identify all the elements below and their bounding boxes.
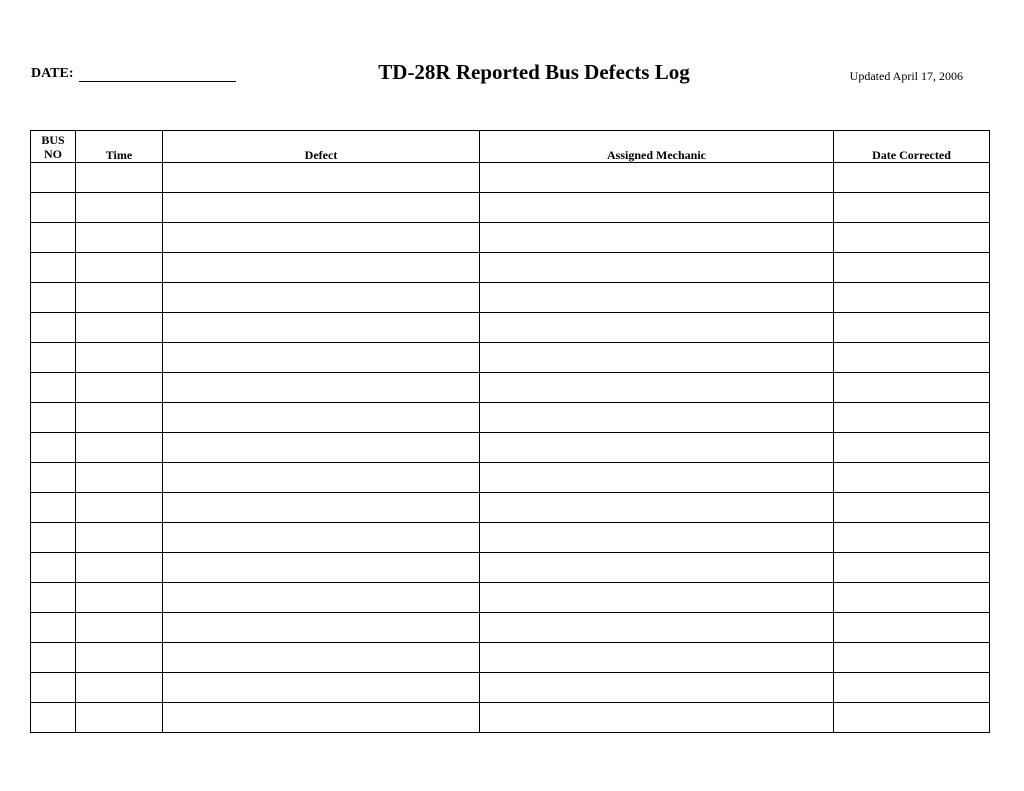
bus-no-cell[interactable]: [31, 493, 76, 523]
defect-cell[interactable]: [163, 433, 480, 463]
defect-cell[interactable]: [163, 163, 480, 193]
bus-no-cell[interactable]: [31, 703, 76, 733]
time-cell[interactable]: [76, 223, 163, 253]
bus-no-cell[interactable]: [31, 613, 76, 643]
table-row: [31, 163, 990, 193]
defects-log-table: [30, 130, 990, 733]
table-row: [31, 703, 990, 733]
table-row: [31, 523, 990, 553]
table-row: [31, 313, 990, 343]
assigned-mechanic-cell[interactable]: [480, 583, 834, 613]
table-row: [31, 343, 990, 373]
column-header-bus-no: [31, 131, 76, 163]
assigned-mechanic-cell[interactable]: [480, 433, 834, 463]
defect-cell[interactable]: [163, 283, 480, 313]
bus-no-cell[interactable]: [31, 433, 76, 463]
date-corrected-cell[interactable]: [834, 223, 990, 253]
bus-no-cell[interactable]: [31, 553, 76, 583]
date-corrected-cell[interactable]: [834, 283, 990, 313]
time-cell[interactable]: [76, 523, 163, 553]
defect-cell[interactable]: [163, 193, 480, 223]
date-corrected-cell[interactable]: [834, 373, 990, 403]
defect-cell[interactable]: [163, 523, 480, 553]
date-corrected-cell[interactable]: [834, 703, 990, 733]
column-header-bus-no-line2: NO: [44, 146, 62, 161]
defect-cell[interactable]: [163, 253, 480, 283]
assigned-mechanic-cell[interactable]: [480, 223, 834, 253]
table-row: [31, 283, 990, 313]
table-row: [31, 553, 990, 583]
assigned-mechanic-cell[interactable]: [480, 343, 834, 373]
table-row: [31, 403, 990, 433]
assigned-mechanic-cell[interactable]: [480, 673, 834, 703]
table-row: [31, 613, 990, 643]
table-row: [31, 493, 990, 523]
bus-no-cell[interactable]: [31, 163, 76, 193]
time-cell[interactable]: [76, 313, 163, 343]
table-row: [31, 673, 990, 703]
table-body: [31, 163, 990, 733]
defect-cell[interactable]: [163, 343, 480, 373]
date-corrected-cell[interactable]: [834, 433, 990, 463]
bus-no-cell[interactable]: [31, 313, 76, 343]
defect-cell[interactable]: [163, 583, 480, 613]
defect-cell[interactable]: [163, 403, 480, 433]
bus-no-cell[interactable]: [31, 373, 76, 403]
column-header-time: Time: [76, 131, 163, 163]
table-row: [31, 433, 990, 463]
time-cell[interactable]: [76, 403, 163, 433]
defect-cell[interactable]: [163, 613, 480, 643]
table-row: [31, 193, 990, 223]
date-corrected-cell[interactable]: [834, 523, 990, 553]
time-cell[interactable]: [76, 553, 163, 583]
time-cell[interactable]: [76, 613, 163, 643]
assigned-mechanic-cell[interactable]: [480, 163, 834, 193]
bus-no-cell[interactable]: [31, 523, 76, 553]
time-cell[interactable]: [76, 463, 163, 493]
table-row: [31, 223, 990, 253]
bus-no-cell[interactable]: [31, 253, 76, 283]
date-corrected-cell[interactable]: [834, 613, 990, 643]
date-corrected-cell[interactable]: [834, 673, 990, 703]
assigned-mechanic-cell[interactable]: [480, 283, 834, 313]
time-cell[interactable]: [76, 703, 163, 733]
time-cell[interactable]: [76, 433, 163, 463]
column-header-bus-no-line1: BUS: [41, 132, 65, 147]
table-row: [31, 463, 990, 493]
date-corrected-cell[interactable]: [834, 163, 990, 193]
date-corrected-cell[interactable]: [834, 253, 990, 283]
defect-cell[interactable]: [163, 373, 480, 403]
updated-note: Updated April 17, 2006: [849, 69, 963, 83]
time-cell[interactable]: [76, 373, 163, 403]
bus-no-cell[interactable]: [31, 283, 76, 313]
date-label: DATE:: [31, 66, 74, 81]
time-cell[interactable]: [76, 253, 163, 283]
bus-no-cell[interactable]: [31, 463, 76, 493]
date-corrected-cell[interactable]: [834, 493, 990, 523]
time-cell[interactable]: [76, 643, 163, 673]
defect-cell[interactable]: [163, 643, 480, 673]
time-cell[interactable]: [76, 343, 163, 373]
time-cell[interactable]: [76, 283, 163, 313]
time-cell[interactable]: [76, 193, 163, 223]
assigned-mechanic-cell[interactable]: [480, 523, 834, 553]
time-cell[interactable]: [76, 493, 163, 523]
table-row: [31, 373, 990, 403]
date-corrected-cell[interactable]: [834, 643, 990, 673]
assigned-mechanic-cell[interactable]: [480, 553, 834, 583]
bus-no-cell[interactable]: [31, 223, 76, 253]
table-row: [31, 583, 990, 613]
bus-no-cell[interactable]: [31, 583, 76, 613]
defect-cell[interactable]: [163, 493, 480, 523]
date-corrected-cell[interactable]: [834, 583, 990, 613]
column-header-assigned-mechanic: Assigned Mechanic: [480, 131, 834, 163]
defect-cell[interactable]: [163, 703, 480, 733]
date-corrected-cell[interactable]: [834, 313, 990, 343]
date-corrected-cell[interactable]: [834, 193, 990, 223]
bus-no-cell[interactable]: [31, 403, 76, 433]
page-title: TD-28R Reported Bus Defects Log: [378, 60, 690, 84]
defect-cell[interactable]: [163, 553, 480, 583]
time-cell[interactable]: [76, 163, 163, 193]
bus-no-cell[interactable]: [31, 193, 76, 223]
date-corrected-cell[interactable]: [834, 463, 990, 493]
assigned-mechanic-cell[interactable]: [480, 253, 834, 283]
defect-cell[interactable]: [163, 463, 480, 493]
assigned-mechanic-cell[interactable]: [480, 463, 834, 493]
defect-cell[interactable]: [163, 313, 480, 343]
table-row: [31, 253, 990, 283]
defect-cell[interactable]: [163, 223, 480, 253]
column-header-defect: Defect: [163, 131, 480, 163]
bus-no-cell[interactable]: [31, 343, 76, 373]
bus-no-cell[interactable]: [31, 643, 76, 673]
column-header-date-corrected: Date Corrected: [834, 131, 990, 163]
assigned-mechanic-cell[interactable]: [480, 313, 834, 343]
date-corrected-cell[interactable]: [834, 553, 990, 583]
date-corrected-cell[interactable]: [834, 403, 990, 433]
defect-cell[interactable]: [163, 673, 480, 703]
table-header-row: [31, 131, 990, 163]
date-corrected-cell[interactable]: [834, 343, 990, 373]
assigned-mechanic-cell[interactable]: [480, 613, 834, 643]
assigned-mechanic-cell[interactable]: [480, 403, 834, 433]
assigned-mechanic-cell[interactable]: [480, 373, 834, 403]
assigned-mechanic-cell[interactable]: [480, 703, 834, 733]
table-row: [31, 643, 990, 673]
assigned-mechanic-cell[interactable]: [480, 643, 834, 673]
assigned-mechanic-cell[interactable]: [480, 493, 834, 523]
time-cell[interactable]: [76, 583, 163, 613]
bus-no-cell[interactable]: [31, 673, 76, 703]
assigned-mechanic-cell[interactable]: [480, 193, 834, 223]
time-cell[interactable]: [76, 673, 163, 703]
